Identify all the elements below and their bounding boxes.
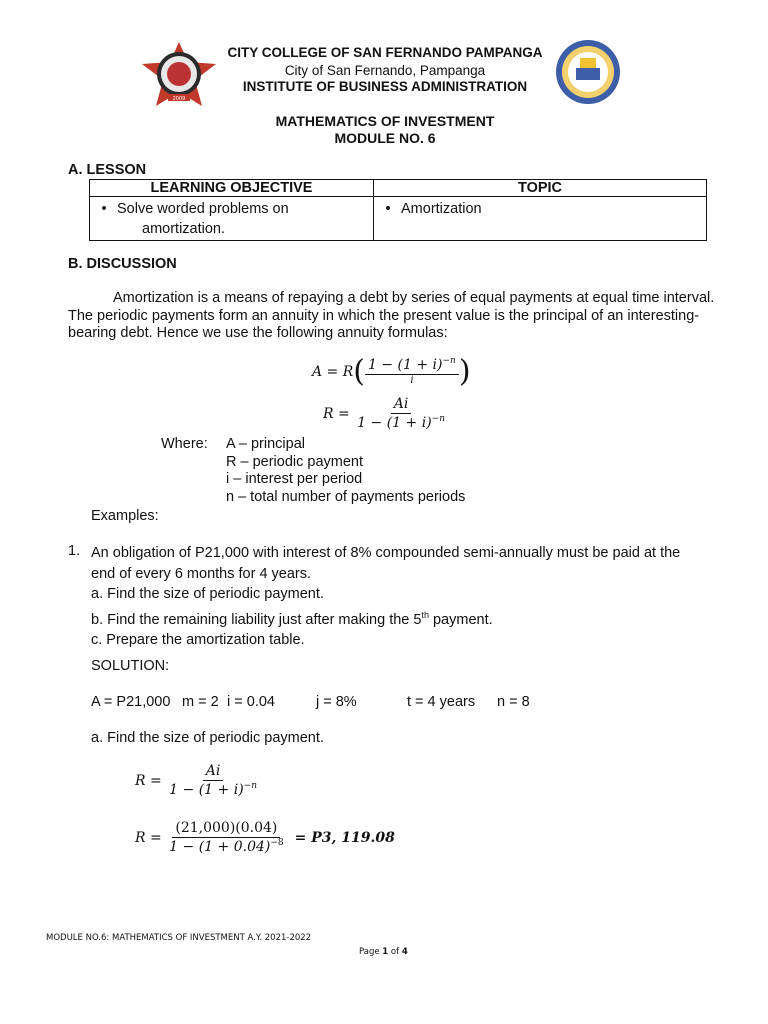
part-a-title: a. Find the size of periodic payment.: [91, 730, 324, 746]
objective-column-header: LEARNING OBJECTIVE: [90, 180, 374, 197]
topic-cell: • Amortization: [374, 197, 707, 241]
given-t: t = 4 years: [407, 694, 476, 710]
module-number: MODULE NO. 6: [334, 130, 436, 146]
page-indicator: Page 1 of 4: [359, 947, 408, 957]
where-label: Where:: [161, 436, 208, 452]
svg-text:2009: 2009: [172, 96, 186, 102]
payment-calculation: R = $\frac{(21,000)(0.04)}{1 - (1 + 0.04)^{-8}}$ = P3, 119.08: [135, 820, 395, 855]
variable-definitions: [226, 436, 465, 506]
payment-formula-repeat: R = $\frac{Ai}{1 - (1 + i)^{-n}}$: [135, 763, 257, 798]
bullet-icon: •: [101, 201, 107, 217]
principal-formula: A = R ( $\frac{1 - (1 + i)^{-n}}{i}$ ): [312, 353, 471, 389]
given-j: j = 8%: [316, 694, 357, 710]
institute-name: INSTITUTE OF BUSINESS ADMINISTRATION: [242, 79, 528, 94]
lesson-heading: A. LESSON: [68, 162, 147, 178]
examples-label: Examples:: [91, 508, 159, 524]
given-n: n = 8: [497, 694, 530, 710]
footer-module: MODULE NO.6: MATHEMATICS OF INVESTMENT A.Y. 2021-2022: [46, 933, 312, 943]
course-title: MATHEMATICS OF INVESTMENT: [275, 113, 495, 129]
college-name: CITY COLLEGE OF SAN FERNANDO PAMPANGA: [227, 45, 543, 60]
example-number: 1.: [68, 543, 81, 559]
discussion-paragraph-line: bearing debt. Hence we use the following annuity formulas:: [68, 325, 448, 341]
lesson-table: [89, 179, 707, 241]
institute-seal-logo: [554, 38, 622, 106]
definition-item: n – total number of payments periods: [226, 488, 466, 505]
payment-result: = P3, 119.08: [294, 830, 395, 847]
payment-formula: R = $\frac{Ai}{1 - (1 + i)^{-n}}$: [323, 396, 445, 431]
solution-label: SOLUTION:: [91, 658, 170, 674]
example-problem: An obligation of P21,000 with interest of 8% compounded semi-annually must be paid at the end of every 6 months for 4 years. a. Find the size of periodic payment. b. Find the remaining liability just after making the 5th payment. c. Prepare the amortization table.: [91, 545, 681, 648]
given-m: m = 2: [182, 694, 219, 710]
given-i: i = 0.04: [227, 694, 275, 710]
definition-item: i – interest per period: [226, 471, 363, 487]
discussion-paragraph-line: Amortization is a means of repaying a debt by series of equal payments at equal time interval.: [113, 290, 715, 306]
topic-column-header: TOPIC: [374, 180, 707, 197]
definition-item: A – principal: [226, 436, 305, 452]
college-city: City of San Fernando, Pampanga: [284, 63, 486, 78]
objective-cell: • Solve worded problems on amortization.: [90, 197, 374, 241]
discussion-heading: B. DISCUSSION: [68, 256, 177, 272]
given-principal: A = P21,000: [91, 694, 171, 710]
discussion-paragraph-line: The periodic payments form an annuity in which the present value is the principal of an interesting-: [68, 308, 700, 324]
definition-item: R – periodic payment: [226, 453, 364, 470]
bullet-icon: •: [385, 201, 391, 217]
